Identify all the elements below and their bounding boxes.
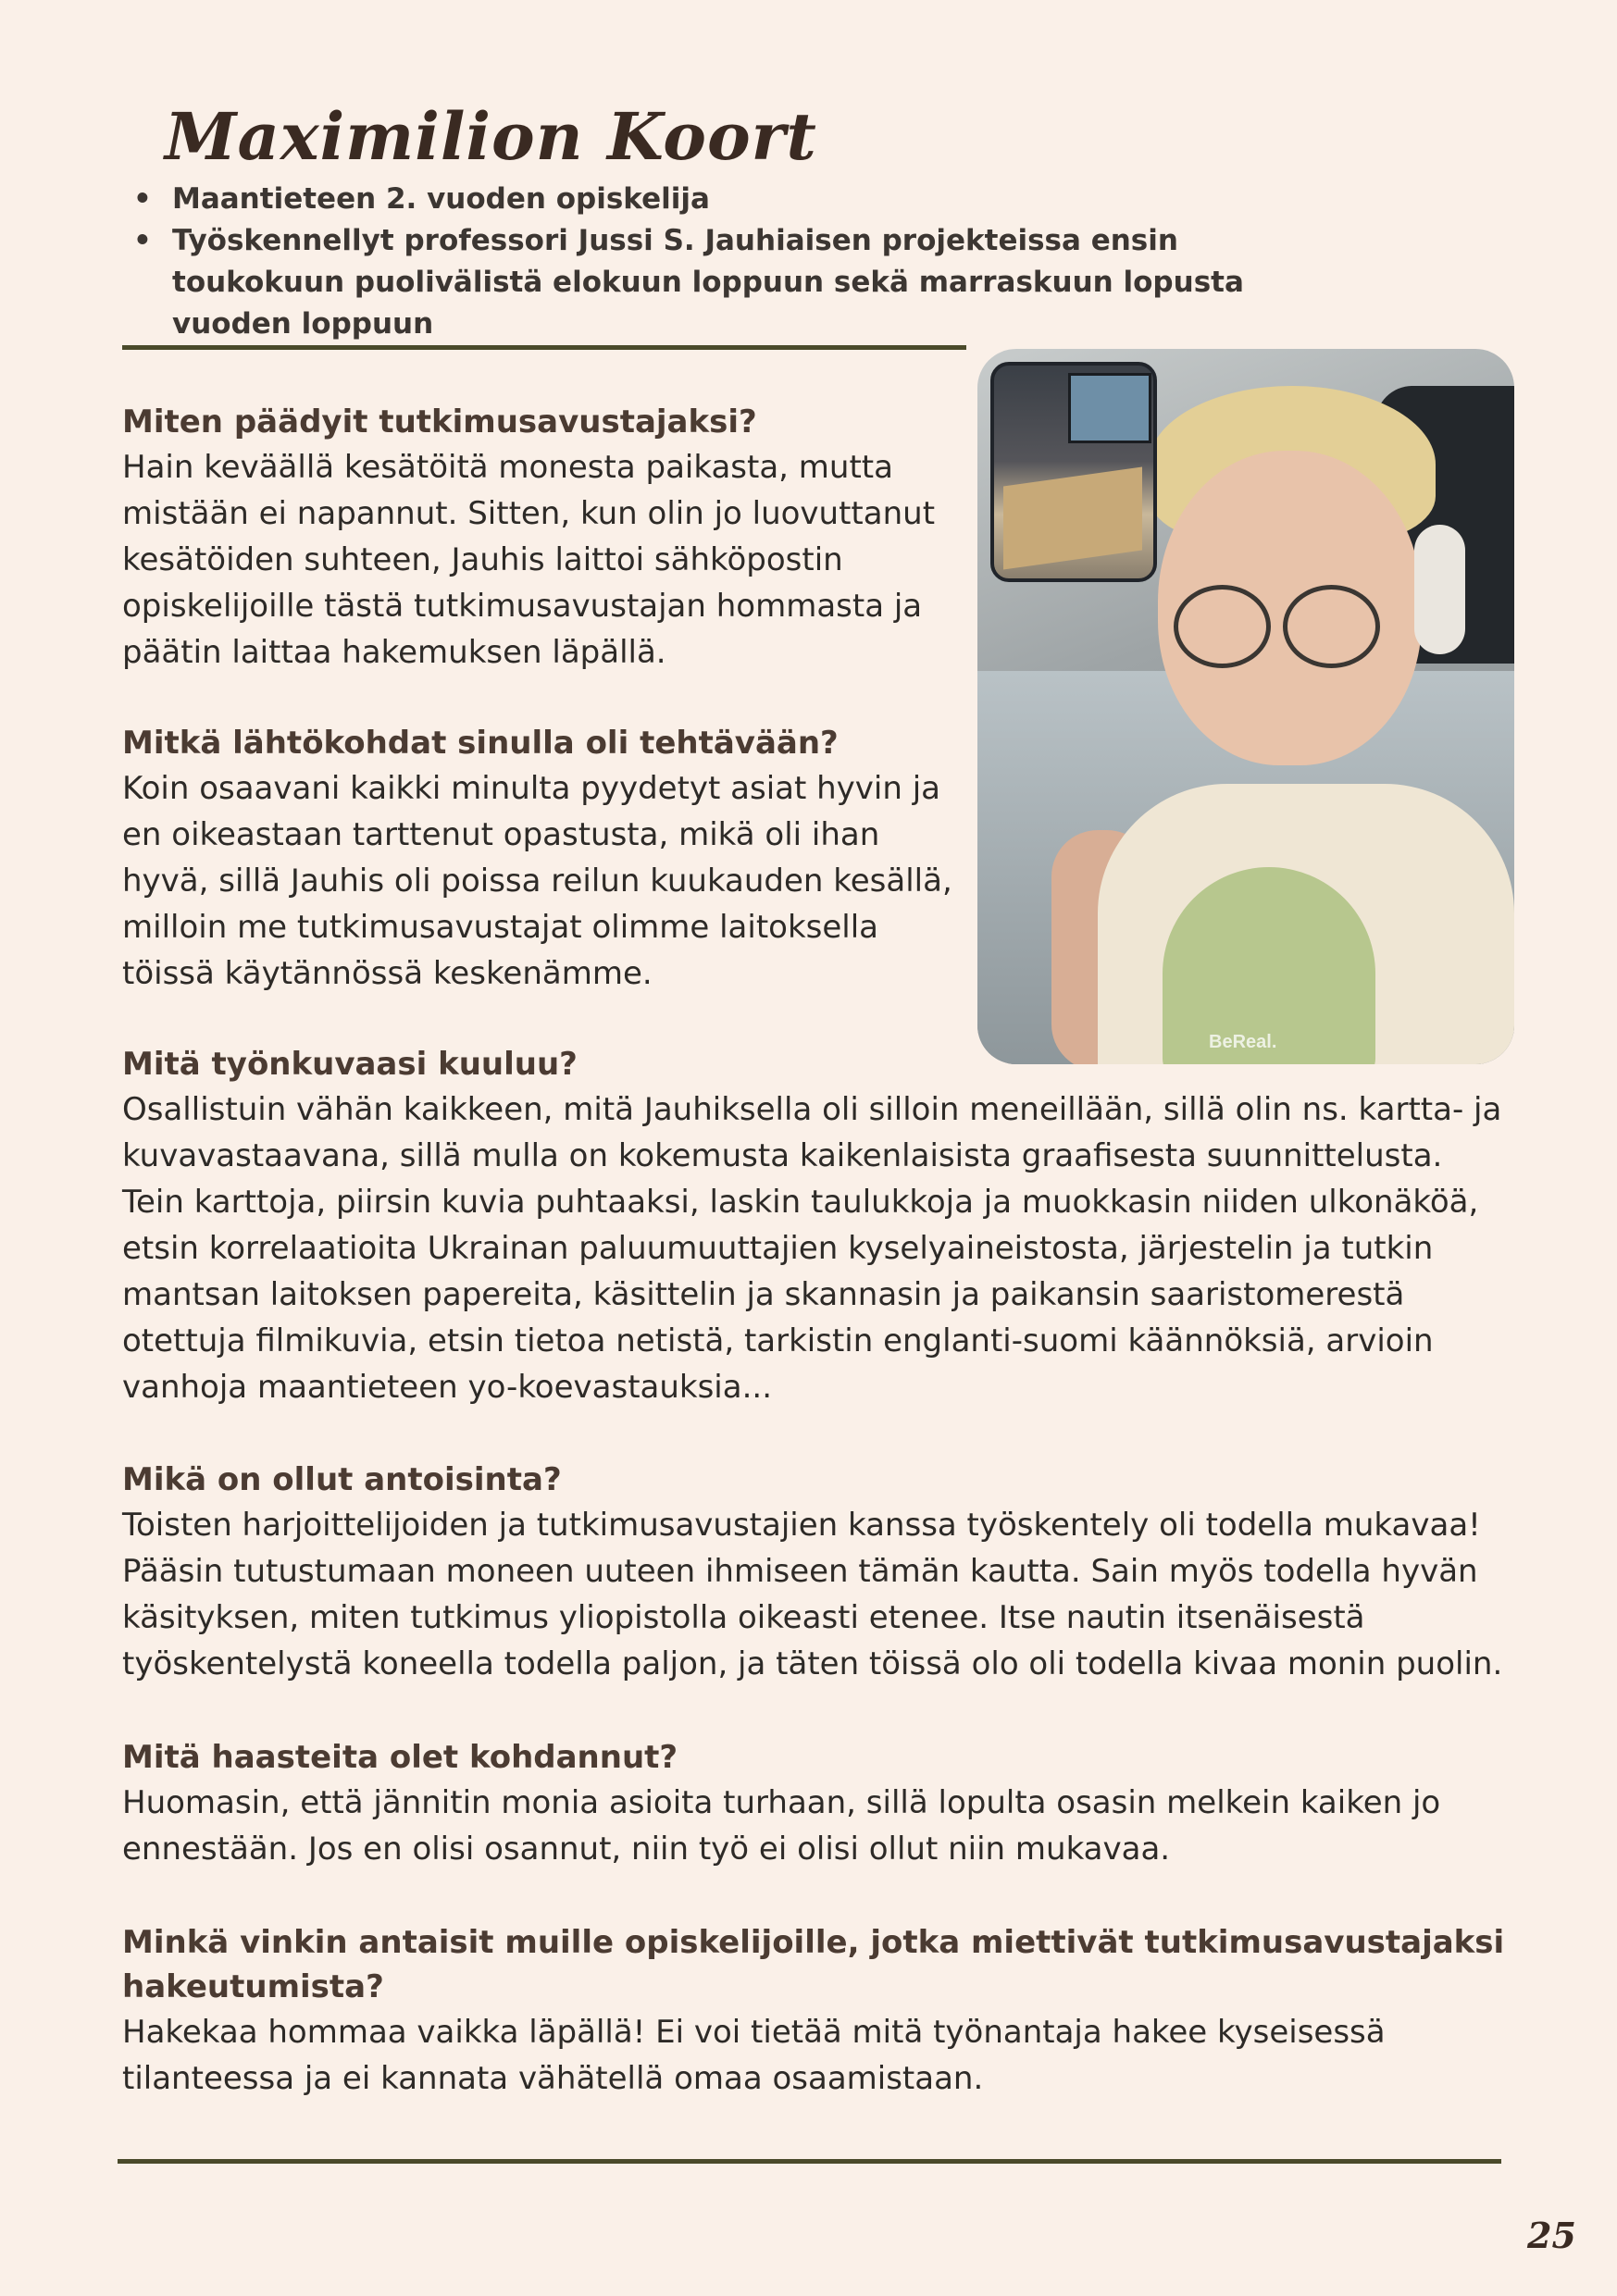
answer-2: Koin osaavani kaikki minulta pyydetyt asiat hyvin ja en oikeastaan tarttenut opastusta, mikä oli ihan hyvä, sillä Jauhis oli poissa reilun kuukauden kesällä, milloin me tutkimusavustajat olimme laitoksella töissä käytännössä keskenämme. [122,770,952,992]
answer-1: Hain keväällä kesätöitä monesta paikasta, mutta mistään ei napannut. Sitten, kun olin jo luovuttanut kesätöiden suhteen, Jauhis laittoi sähköpostin opiskelijoille tästä tutkimusavustajan hommasta ja päätin laittaa hakemuksen läpällä. [122,449,936,671]
answer-5: Huomasin, että jännitin monia asioita turhaan, sillä lopulta osasin melkein kaiken jo ennestään. Jos en olisi osannut, niin työ ei olisi ollut niin mukavaa. [122,1784,1441,1868]
photo-glasses-left [1174,585,1271,668]
person-name: Maximilion Koort [165,98,817,175]
inset-monitor [1068,373,1151,443]
question-3: Mitä työnkuvaasi kuuluu? [122,1046,578,1083]
bottom-divider [118,2159,1501,2164]
qa-block-3 [122,1042,1511,1410]
page-number: 25 [1527,2215,1576,2256]
intro-bullet-study: • Maantieteen 2. vuoden opiskelija [172,179,1357,220]
qa-block-1 [122,400,955,676]
question-2: Mitkä lähtökohdat sinulla oli tehtävään? [122,725,839,762]
top-divider [122,345,966,350]
question-1: Miten päädyit tutkimusavustajaksi? [122,403,757,441]
qa-block-6 [122,1920,1511,2102]
question-4: Mikä on ollut antoisinta? [122,1461,562,1498]
photo-glasses-right [1283,585,1380,668]
portrait-photo [977,349,1514,1064]
intro-bullet-work: • Työskennellyt professori Jussi S. Jauhiaisen projekteissa ensin toukokuun puolivälistä elokuun loppuun sekä marraskuun lopusta vuoden loppuun [172,220,1357,345]
answer-3: Osallistuin vähän kaikkeen, mitä Jauhiksella oli silloin meneillään, sillä olin ns. kartta- ja kuvavastaavana, sillä mulla on kokemusta kaikenlaisista graafisesta suunnittelusta. Tein karttoja, piirsin kuvia puhtaaksi, laskin taulukkoja ja muokkasin niiden ulkonäköä, etsin korrelaatioita Ukrainan paluumuuttajien kyselyaineistosta, järjestelin ja tutkin mantsan laitoksen papereita, käsittelin ja skannasin ja paikansin saaristomerestä otettuja filmikuvia, etsin tietoa netistä, tarkistin englanti-suomi käännöksiä, arvioin vanhoja maantieteen yo-koevastauksia... [122,1091,1502,1406]
qa-block-2 [122,721,955,997]
answer-6: Hakekaa hommaa vaikka läpällä! Ei voi tietää mitä työnantaja hakee kyseisessä tilanteessa ja ei kannata vähätellä omaa osaamistaan. [122,2014,1386,2097]
inset-desk [1003,466,1142,569]
photo-watermark: BeReal. [1209,1032,1277,1052]
qa-block-4 [122,1458,1511,1687]
answer-4: Toisten harjoittelijoiden ja tutkimusavustajien kanssa työskentely oli todella mukavaa! Pääsin tutustumaan moneen uuteen ihmiseen tämän kautta. Sain myös todella hyvän käsityksen, miten tutkimus yliopistolla oikeasti etenee. Itse nautin itsenäisestä työskentelystä koneella todella paljon, ja täten töissä olo oli todella kivaa monin puolin. [122,1507,1503,1682]
question-6: Minkä vinkin antaisit muille opiskelijoille, jotka miettivät tutkimusavustajaksi hakeutumista? [122,1924,1505,2005]
question-5: Mitä haasteita olet kohdannut? [122,1739,678,1776]
photo-inset-desk [990,362,1157,582]
intro-bullets [172,179,1357,345]
photo-headphone [1414,525,1465,654]
qa-block-5 [122,1735,1511,1872]
